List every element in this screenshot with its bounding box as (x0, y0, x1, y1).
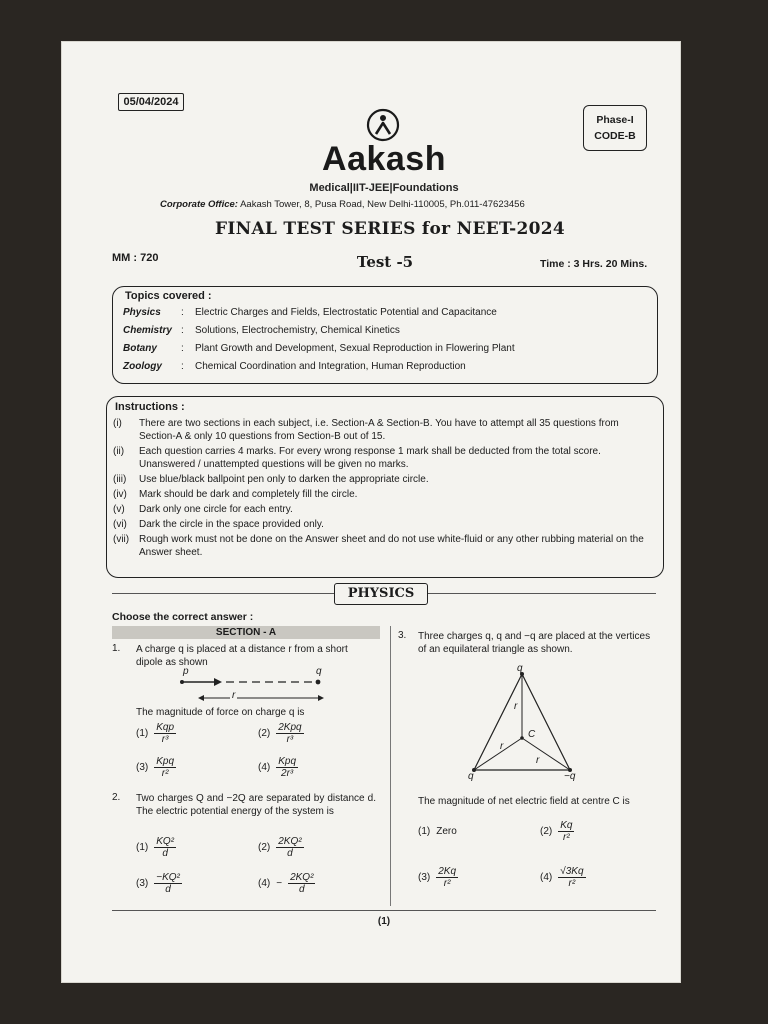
dipole-label-p: p (183, 666, 189, 677)
question-3-prompt: The magnitude of net electric field at centre C is (418, 796, 630, 807)
code-label: CODE-B (594, 130, 636, 142)
vertex-label-left: q (468, 771, 474, 782)
topics-box (112, 286, 658, 384)
max-marks: MM : 720 (112, 252, 159, 264)
topic-text: Plant Growth and Development, Sexual Reproduction in Flowering Plant (195, 343, 515, 354)
option[interactable]: (2) $\frac{Kq}{\text{r²}}$ (540, 820, 573, 843)
brand-tagline: Medical|IIT-JEE|Foundations (309, 182, 459, 194)
column-divider (390, 626, 391, 906)
option[interactable]: (3) $\frac{2Kq}{\text{r²}}$ (418, 866, 457, 889)
list-item: (vii) Rough work must not be done on the Answer sheet and do not use white-fluid or any other rubbing material on the Answer sheet. (113, 534, 644, 558)
topic-text: Chemical Coordination and Integration, Human Reproduction (195, 361, 466, 372)
office-label: Corporate Office: (160, 199, 238, 210)
topic-row: Physics : Electric Charges and Fields, Electrostatic Potential and Capacitance (123, 307, 497, 318)
charge-label-q: q (316, 666, 322, 677)
list-item: (iii) Use blue/black ballpoint pen only to darken the appropriate circle. (113, 474, 429, 485)
option[interactable]: (3) $\frac{\text{Kpq}}{\text{r²}}$ (136, 756, 175, 779)
corporate-office (160, 199, 620, 210)
instructions-list (113, 417, 653, 561)
topic-row: Botany : Plant Growth and Development, Sexual Reproduction in Flowering Plant (123, 343, 515, 354)
question-1-text: A charge q is placed at a distance r from a short dipole as shown (136, 644, 348, 668)
option[interactable]: (4) $\frac{\text{Kpq}}{\text{2r³}}$ (258, 756, 297, 779)
brand-name: Aakash (322, 140, 446, 178)
option[interactable]: (3) $\frac{\text{−KQ²}}{d}$ (136, 872, 180, 895)
bottom-divider (112, 910, 656, 911)
radius-label-r: r (500, 741, 504, 752)
triangle-diagram (460, 664, 590, 784)
topic-row: Zoology : Chemical Coordination and Integration, Human Reproduction (123, 361, 466, 372)
question-number: 3. (398, 630, 407, 641)
list-item: (vi) Dark the circle in the space provided only. (113, 519, 324, 530)
option[interactable]: (4) − $\frac{\text{2KQ²}}{d}$ (258, 872, 314, 895)
question-number: 1. (112, 643, 121, 654)
phase-label: Phase-I (596, 114, 634, 126)
topic-row: Chemistry : Solutions, Electrochemistry, Chemical Kinetics (123, 325, 400, 336)
centre-label-c: C (528, 729, 536, 740)
question-2-text: Two charges Q and −2Q are separated by distance d. The electric potential energy of the system is (136, 793, 376, 817)
topic-subject: Chemistry (123, 325, 172, 336)
choose-heading: Choose the correct answer : (112, 611, 254, 623)
vertex-label-right: −q (564, 771, 576, 782)
list-item: (iv) Mark should be dark and completely fill the circle. (113, 489, 358, 500)
topic-subject: Botany (123, 343, 157, 354)
question-number: 2. (112, 792, 121, 803)
list-item: (v) Dark only one circle for each entry. (113, 504, 293, 515)
test-number: Test -5 (356, 253, 414, 271)
page-number: (1) (377, 916, 391, 927)
option[interactable]: (1) $\frac{\text{Kqp}}{\text{r³}}$ (136, 722, 175, 745)
topic-text: Electric Charges and Fields, Electrostatic Potential and Capacitance (195, 307, 497, 318)
section-a-bar: SECTION - A (112, 626, 380, 639)
radius-label-r: r (536, 755, 540, 766)
list-item: (ii) Each question carries 4 marks. For every wrong response 1 mark shall be deducted from the total score. Unanswered / unattempted questions will be given no marks. (113, 446, 601, 470)
option[interactable]: (2) $\frac{\text{2Kpq}}{\text{r³}}$ (258, 722, 302, 745)
topic-subject: Zoology (123, 361, 162, 372)
radius-label-r: r (514, 701, 518, 712)
date-box: 05/04/2024 (118, 93, 184, 111)
exam-title: FINAL TEST SERIES for NEET-2024 (214, 219, 566, 239)
topics-heading: Topics covered : (125, 290, 212, 302)
topic-text: Solutions, Electrochemistry, Chemical Kinetics (195, 325, 400, 336)
phase-code-box (583, 105, 647, 151)
instructions-box (106, 396, 664, 578)
option[interactable]: (4) $\frac{√3Kq}{\text{r²}}$ (540, 866, 584, 889)
office-address: Aakash Tower, 8, Pusa Road, New Delhi-110005, Ph.011-47623456 (240, 199, 525, 210)
option[interactable]: (2) $\frac{\text{2KQ²}}{d}$ (258, 836, 302, 859)
distance-label-r: r (232, 690, 236, 701)
physics-badge: PHYSICS (334, 583, 428, 605)
vertex-label-top: q (517, 663, 523, 674)
list-item: (i) There are two sections in each subject, i.e. Section-A & Section-B. You have to attempt all 35 questions from Section-A & only 10 questions from Section-B out of 15. (113, 418, 619, 442)
aakash-logo-icon (366, 108, 400, 142)
instructions-heading: Instructions : (115, 401, 185, 413)
option[interactable]: (1) $\frac{\text{KQ²}}{d}$ (136, 836, 175, 859)
question-1-prompt: The magnitude of force on charge q is (136, 707, 305, 718)
dipole-diagram (170, 666, 340, 706)
option[interactable]: (1) Zero (418, 826, 457, 837)
duration: Time : 3 Hrs. 20 Mins. (540, 258, 648, 270)
question-3-text: Three charges q, q and −q are placed at the vertices of an equilateral triangle as shown. (418, 631, 651, 655)
topic-subject: Physics (123, 307, 161, 318)
